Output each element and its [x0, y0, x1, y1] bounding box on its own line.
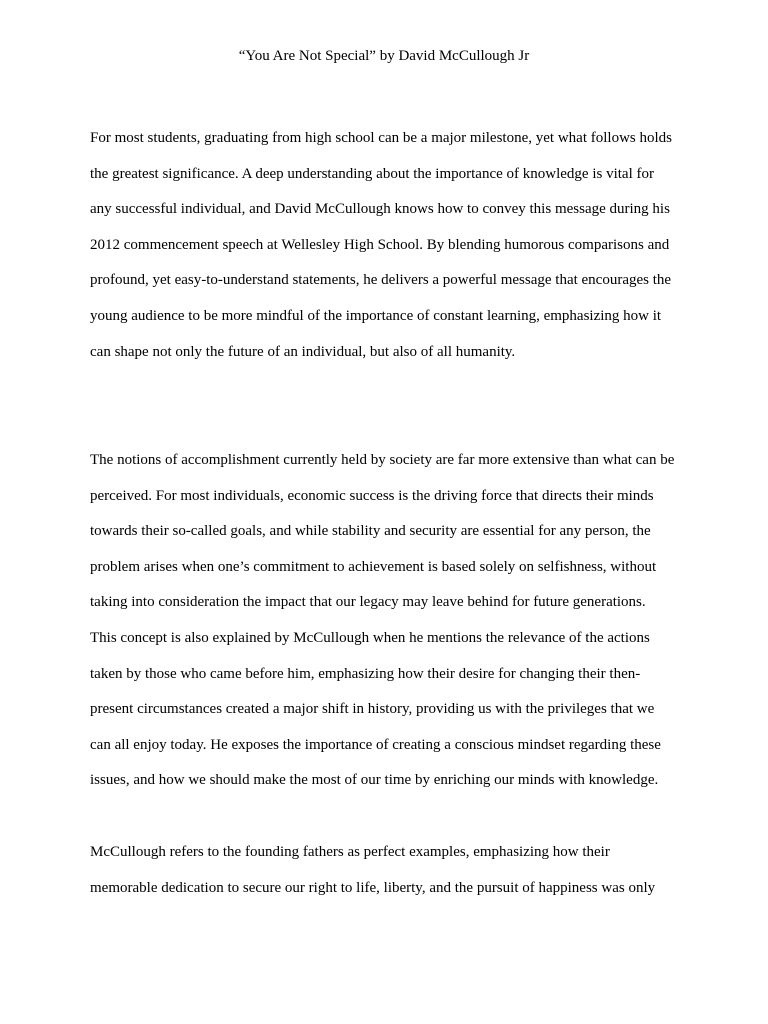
- text-line: young audience to be more mindful of the importance of constant learning, emphasizing how it: [90, 307, 662, 324]
- paragraph-3: [90, 842, 690, 913]
- text-line: The notions of accomplishment currently held by society are far more extensive than what can be: [90, 452, 675, 468]
- text-line: memorable dedication to secure our right to life, liberty, and the pursuit of happiness was only: [90, 879, 656, 896]
- text-line: problem arises when one’s commitment to achievement is based solely on selfishness, without: [90, 558, 657, 575]
- text-line: For most students, graduating from high school can be a major milestone, yet what follows holds: [90, 130, 672, 146]
- text-line: taking into consideration the impact that our legacy may leave behind for future generations.: [90, 594, 646, 611]
- text-line: perceived. For most individuals, economic success is the driving force that directs their minds: [90, 487, 654, 504]
- paragraph-1: [90, 128, 690, 377]
- text-line: issues, and how we should make the most of our time by enriching our minds with knowledge.: [90, 772, 659, 789]
- document-title: “You Are Not Special” by David McCullough Jr: [238, 48, 530, 64]
- text-line: any successful individual, and David McCullough knows how to convey this message during his: [90, 201, 670, 218]
- paragraph-2: [90, 450, 690, 806]
- text-line: can shape not only the future of an individual, but also of all humanity.: [90, 343, 516, 360]
- text-line: can all enjoy today. He exposes the importance of creating a conscious mindset regarding these: [90, 736, 661, 753]
- text-line: present circumstances created a major shift in history, providing us with the privileges that we: [90, 701, 655, 718]
- text-line: 2012 commencement speech at Wellesley High School. By blending humorous comparisons and: [90, 236, 670, 253]
- text-line: profound, yet easy-to-understand statements, he delivers a powerful message that encourages the: [90, 272, 672, 289]
- text-line: towards their so-called goals, and while stability and security are essential for any person, the: [90, 523, 651, 540]
- text-line: taken by those who came before him, emphasizing how their desire for changing their then-: [90, 665, 641, 682]
- text-line: the greatest significance. A deep understanding about the importance of knowledge is vital for: [90, 165, 654, 182]
- text-line: McCullough refers to the founding fathers as perfect examples, emphasizing how their: [90, 844, 610, 860]
- text-line: This concept is also explained by McCullough when he mentions the relevance of the actions: [90, 629, 650, 646]
